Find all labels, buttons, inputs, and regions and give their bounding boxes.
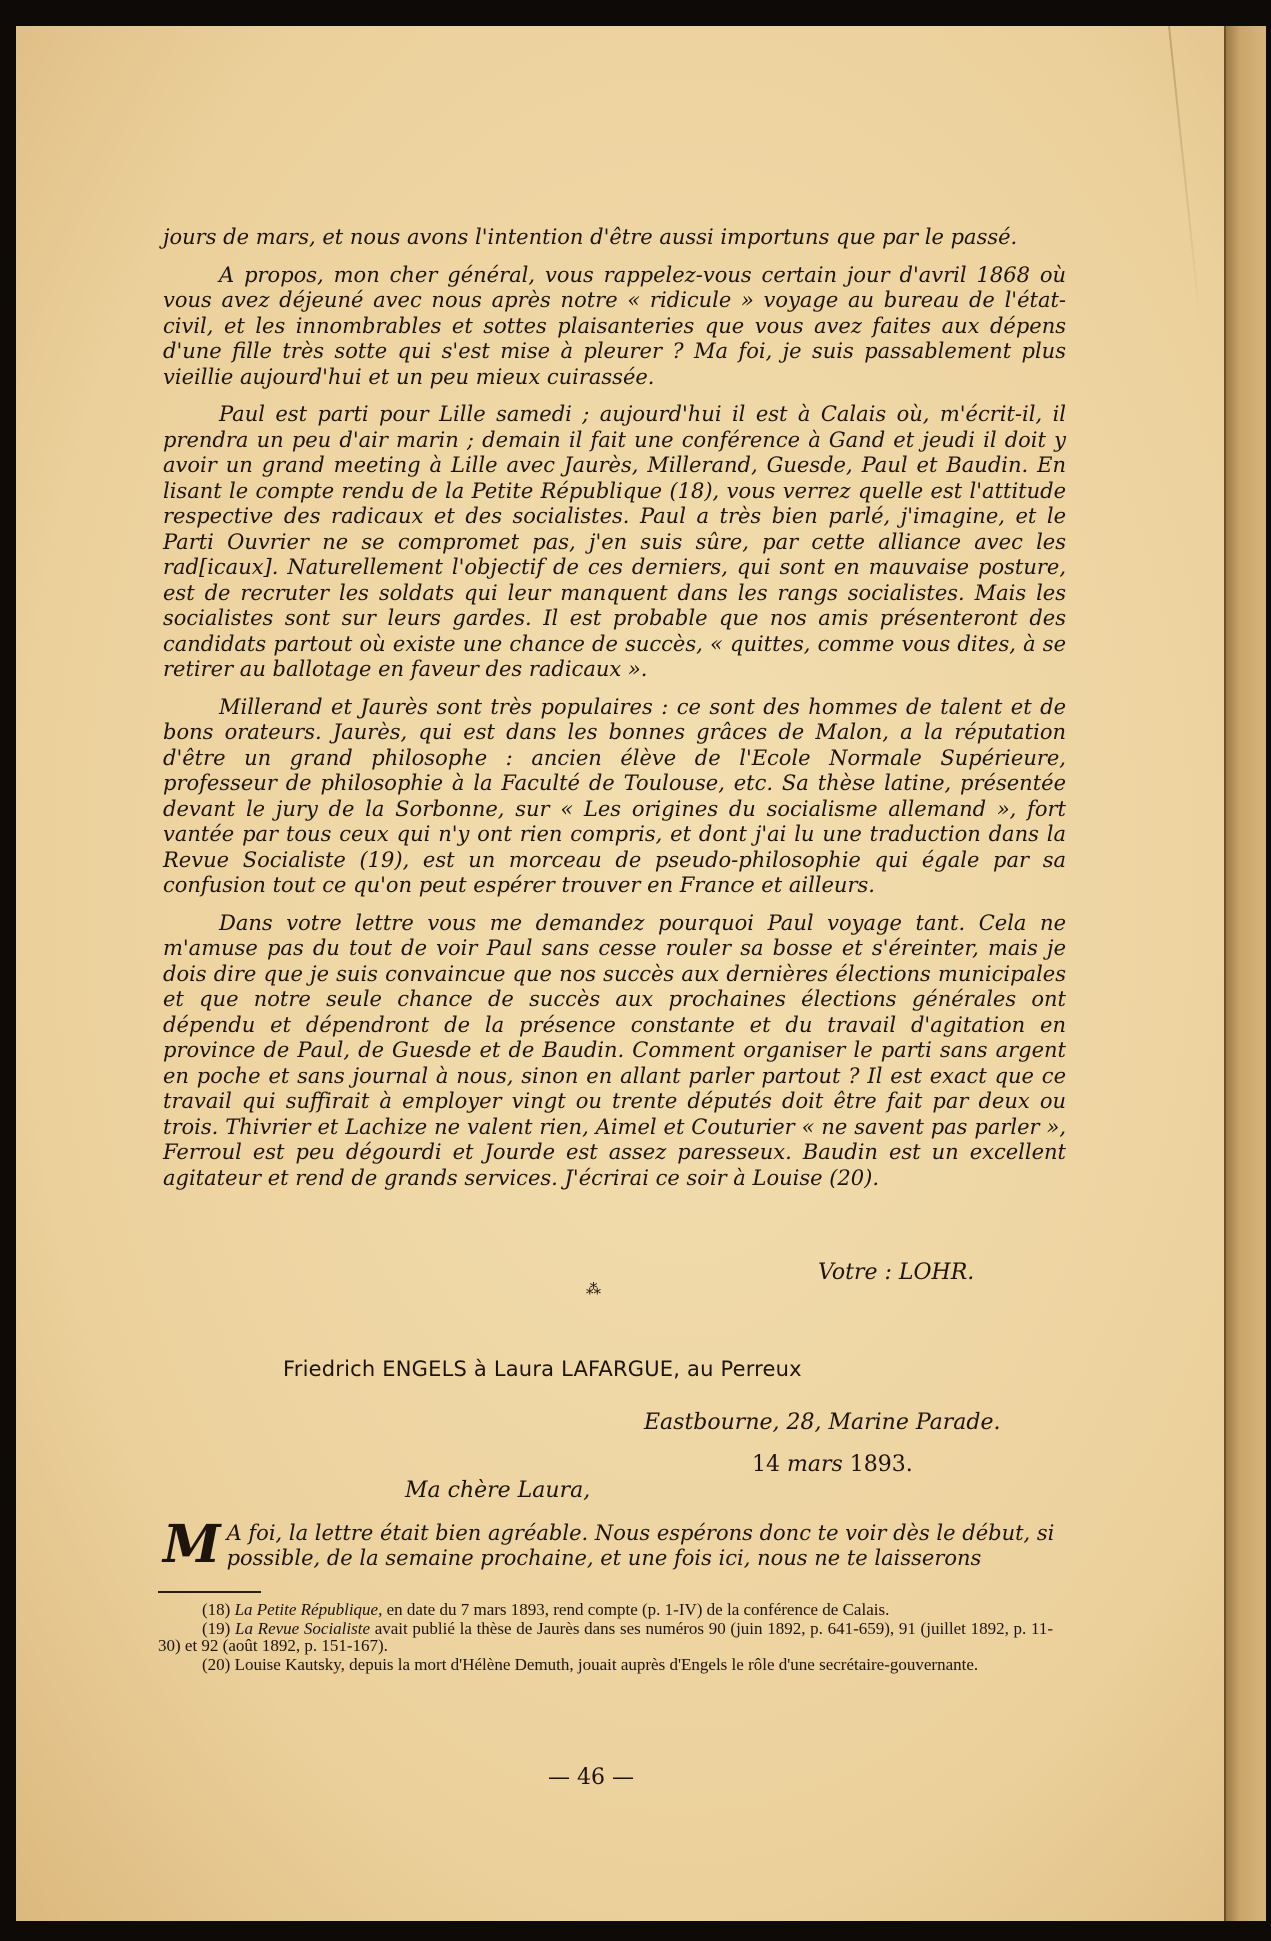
- adjacent-page-edge: [1224, 26, 1266, 1921]
- footnote-rule: [158, 1591, 261, 1593]
- footnote: [158, 1620, 1053, 1654]
- footnote-number: (19): [202, 1619, 231, 1638]
- continuation-line: jours de mars, et nous avons l'intention d'être aussi importuns que par le passé.: [163, 225, 1018, 249]
- drop-cap: M: [163, 1514, 221, 1575]
- paragraph: Paul est parti pour Lille samedi ; aujourd'hui il est à Calais où, m'écrit-il, il prendra un peu d'air marin ; demain il fait une conférence à Gand et jeudi il doit y avoir un grand meeting à Lille avec Jaurès, Millerand, Guesde, Paul et Baudin. En lisant le compte rendu de la Petite République (18), vous verrez quelle est l'attitude respective des radicaux et des socialistes. Paul a très bien parlé, j'imagine, et le Parti Ouvrier ne se compromet pas, j'en suis sûre, par cette alliance avec les rad[icaux]. Naturellement l'objectif de ces derniers, qui sont en mauvaise posture, est de recruter les soldats qui leur manquent dans les rangs socialistes. Mais les socialistes sont sur leurs gardes. Il est probable que nos amis présenteront des candidats partout où existe une chance de succès, « quittes, comme vous dites, à se retirer au ballotage en faveur des radicaux ».: [163, 402, 1066, 681]
- footnote-text: avait publié la thèse de Jaurès dans ses numéros 90 (juin 1892, p. 641-659), 91 (juillet 1892, p. 11-30) et 92 (août 1892, p. 151-167).: [158, 1619, 1054, 1655]
- footnote-text: en date du 7 mars 1893, rend compte (p. 1-IV) de la conférence de Calais.: [386, 1600, 890, 1619]
- salutation: Ma chère Laura,: [405, 1478, 591, 1503]
- page-number: — 46 —: [548, 1765, 634, 1790]
- letter-place: Eastbourne, 28, Marine Parade.: [644, 1410, 1001, 1435]
- footnote-number: (18): [202, 1600, 231, 1619]
- footnotes: [158, 1601, 1053, 1675]
- letter-date: [752, 1452, 913, 1477]
- footnote-number: (20): [202, 1655, 231, 1674]
- asterism-separator: ⁂: [586, 1280, 601, 1298]
- letter-heading: Friedrich ENGELS à Laura LAFARGUE, au Perreux: [283, 1357, 802, 1381]
- letter-opening: [163, 1514, 1066, 1575]
- paragraph: Dans votre lettre vous me demandez pourquoi Paul voyage tant. Cela ne m'amuse pas du tout de voir Paul sans cesse rouler sa bosse et s'éreinter, mais je dois dire que je suis convaincue que nos succès aux dernières élections municipales et que notre seule chance de succès aux prochaines élections générales ont dépendu et dépendront de la présence constante et du travail d'agitation en province de Paul, de Guesde et de Baudin. Comment organiser le parti sans argent en poche et sans journal à nous, sinon en allant parler partout ? Il est exact que ce travail qui suffirait à employer vingt ou trente députés doit être fait par deux ou trois. Thivrier et Lachize ne valent rien, Aimel et Couturier « ne savent pas parler », Ferroul est peu dégourdi et Jourde est assez paresseux. Baudin est un excellent agitateur et rend de grands services. J'écrirai ce soir à Louise (20).: [163, 910, 1066, 1190]
- footnote: [158, 1601, 1053, 1618]
- letter-body: [163, 225, 1066, 1203]
- signature: Votre : LOHR.: [818, 1260, 975, 1285]
- footnote-source: La Petite République,: [234, 1600, 383, 1619]
- footnote: [158, 1656, 1053, 1673]
- date-month: mars: [787, 1452, 843, 1477]
- paragraph: A propos, mon cher général, vous rappelez-vous certain jour d'avril 1868 où vous avez déjeuné avec nous après notre « ridicule » voyage au bureau de l'état-civil, et les innombrables et sottes plaisanteries que vous avez faites aux dépens d'une fille très sotte qui s'est mise à pleurer ? Ma foi, je suis passablement plus vieillie aujourd'hui et un peu mieux cuirassée.: [163, 262, 1066, 389]
- footnote-text: Louise Kautsky, depuis la mort d'Hélène Demuth, jouait auprès d'Engels le rôle d'une secrétaire-gouvernante.: [234, 1655, 979, 1674]
- date-day: 14: [752, 1452, 780, 1477]
- footnote-source: La Revue Socialiste: [235, 1619, 370, 1638]
- paragraph: Millerand et Jaurès sont très populaires : ce sont des hommes de talent et de bons orateurs. Jaurès, qui est dans les bonnes grâces de Malon, a la réputation d'être un grand philosophe : ancien élève de l'Ecole Normale Supérieure, professeur de philosophie à la Faculté de Toulouse, etc. Sa thèse latine, présentée devant le jury de la Sorbonne, sur « Les origines du socialisme allemand », fort vantée par tous ceux qui n'y ont rien compris, et dont j'ai lu une traduction dans la Revue Socialiste (19), est un morceau de pseudo-philosophie qui égale par sa confusion tout ce qu'on peut espérer trouver en France et ailleurs.: [163, 694, 1066, 897]
- letter-text: A foi, la lettre était bien agréable. Nous espérons donc te voir dès le début, si possible, de la semaine prochaine, et une fois ici, nous ne te laisserons: [226, 1521, 1055, 1570]
- date-year: 1893.: [849, 1452, 913, 1477]
